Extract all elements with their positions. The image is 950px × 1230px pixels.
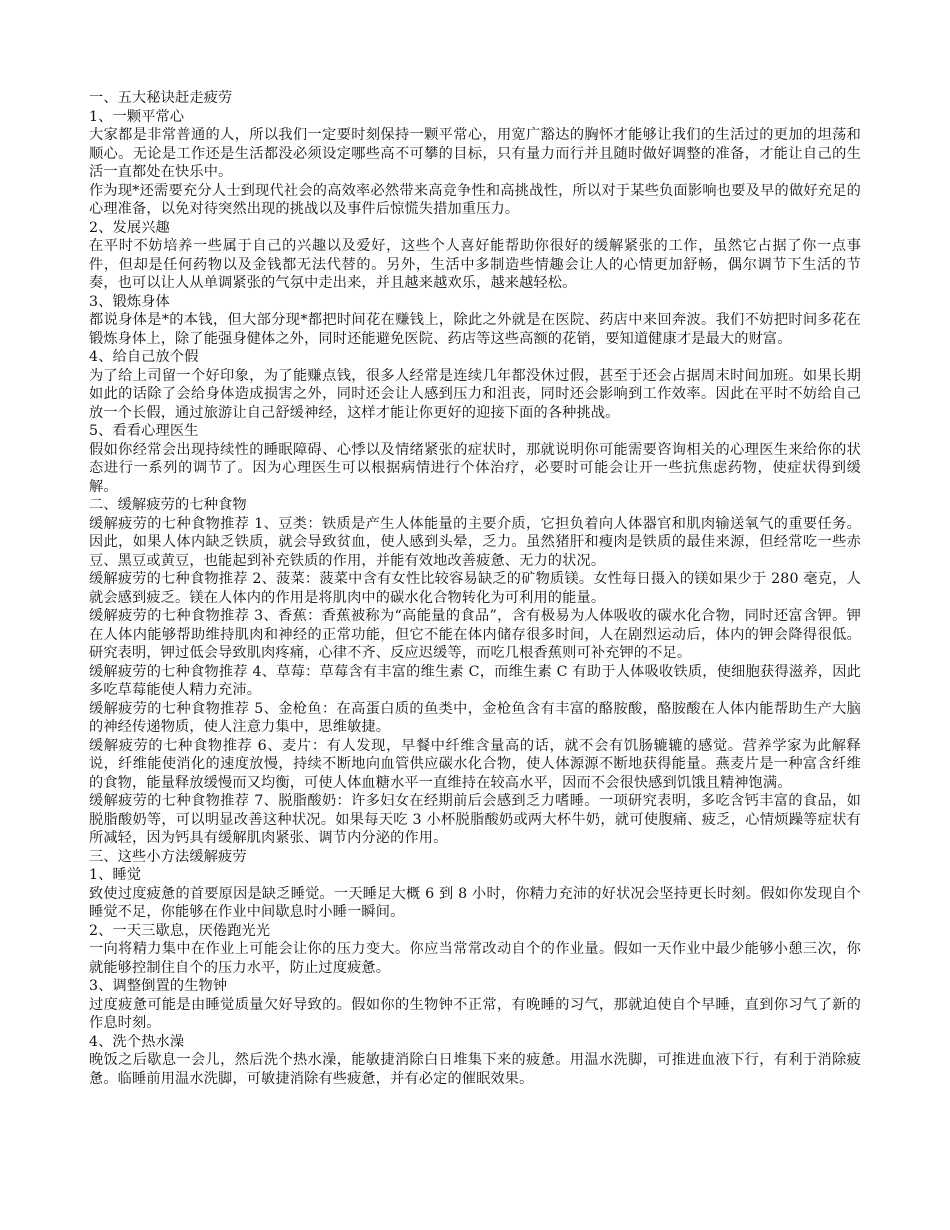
subheading-1-1: 1、一颗平常心 [89, 108, 185, 125]
paragraph: 作为现*还需要充分人士到现代社会的高效率必然带来高竞争性和高挑战性，所以对于某些负面影响也要及早的做好充足的心理准备，以免对待突然出现的挑战以及事件后惊慌失措加重压力。 [89, 182, 861, 217]
paragraph: 缓解疲劳的七种食物推荐 1、豆类：铁质是产生人体能量的主要介质，它担负着向人体器官和肌肉输送氧气的重要任务。因此，如果人体内缺乏铁质，就会导致贫血，使人感到头晕，乏力。虽然猪肝和瘦肉是铁质的最佳来源，但经常吃一些赤豆、黑豆或黄豆，也能起到补充铁质的作用，并能有效地改善疲惫、无力的状况。 [89, 515, 861, 569]
paragraph: 缓解疲劳的七种食物推荐 5、金枪鱼：在高蛋白质的鱼类中，金枪鱼含有丰富的酪胺酸，酪胺酸在人体内能帮助生产大脑的神经传递物质，使人注意力集中，思维敏捷。 [89, 700, 861, 735]
document-body [89, 89, 861, 1088]
paragraph: 过度疲惫可能是由睡觉质量欠好导致的。假如你的生物钟不正常，有晚睡的习气，那就迫使自个早睡，直到你习气了新的作息时刻。 [89, 996, 861, 1031]
paragraph: 晚饭之后歇息一会儿，然后洗个热水澡，能敏捷消除白日堆集下来的疲惫。用温水洗脚，可推进血液下行，有利于消除疲惫。临睡前用温水洗脚，可敏捷消除有些疲惫，并有必定的催眠效果。 [89, 1052, 861, 1087]
paragraph: 都说身体是*的本钱，但大部分现*都把时间花在赚钱上，除此之外就是在医院、药店中来回奔波。我们不妨把时间多花在锻炼身体上，除了能强身健体之外，同时还能避免医院、药店等这些高额的花销，要知道健康才是最大的财富。 [89, 312, 861, 347]
paragraph: 假如你经常会出现持续性的睡眠障碍、心悸以及情绪紧张的症状时，那就说明你可能需要咨询相关的心理医生来给你的状态进行一系列的调节了。因为心理医生可以根据病情进行个体治疗，必要时可能会让开一些抗焦虑药物，使症状得到缓解。 [89, 441, 861, 495]
section-heading-1: 一、五大秘诀赶走疲劳 [89, 90, 233, 106]
paragraph: 缓解疲劳的七种食物推荐 7、脱脂酸奶：许多妇女在经期前后会感到乏力嗜睡。一项研究表明，多吃含钙丰富的食品，如脱脂酸奶等，可以明显改善这种状况。如果每天吃 3 小杯脱脂酸奶或两大杯牛奶，就可使腹痛、疲乏，心情烦躁等症状有所减轻，因为钙具有缓解肌肉紧张、调节内分泌的作用。 [89, 793, 861, 846]
section-heading-3: 三、这些小方法缓解疲劳 [89, 848, 247, 865]
paragraph: 缓解疲劳的七种食物推荐 2、菠菜：菠菜中含有女性比较容易缺乏的矿物质镁。女性每日摄入的镁如果少于 280 毫克，人就会感到疲乏。镁在人体内的作用是将肌肉中的碳水化合物转化为可利用的能量。 [89, 571, 861, 606]
subheading-1-4: 4、给自己放个假 [89, 349, 199, 365]
subheading-1-3: 3、锻炼身体 [89, 293, 170, 310]
paragraph: 缓解疲劳的七种食物推荐 4、草莓：草莓含有丰富的维生素 C，而维生素 C 有助于人体吸收铁质，使细胞获得滋养，因此多吃草莓能使人精力充沛。 [89, 663, 861, 698]
subheading-3-2: 2、一天三歇息，厌倦跑光光 [89, 922, 271, 939]
paragraph: 一向将精力集中在作业上可能会让你的压力变大。你应当常常改动自个的作业量。假如一天作业中最少能够小憩三次，你就能够控制住自个的压力水平，防止过度疲惫。 [89, 941, 861, 976]
paragraph: 缓解疲劳的七种食物推荐 6、麦片：有人发现，早餐中纤维含量高的话，就不会有饥肠辘辘的感觉。营养学家为此解释说，纤维能使消化的速度放慢，持续不断地向血管供应碳水化合物，使人体源源不断地获得能量。燕麦片是一种富含纤维的食物，能量释放缓慢而又均衡，可使人体血糖水平一直维持在较高水平，因而不会很快感到饥饿且精神饱满。 [89, 737, 861, 791]
paragraph: 致使过度疲惫的首要原因是缺乏睡觉。一天睡足大概 6 到 8 小时，你精力充沛的好状况会坚持更长时刻。假如你发现自个睡觉不足，你能够在作业中间歇息时小睡一瞬间。 [89, 885, 861, 920]
paragraph: 为了给上司留一个好印象，为了能赚点钱，很多人经常是连续几年都没休过假，甚至于还会占据周末时间加班。如果长期如此的话除了会给身体造成损害之外，同时还会让人感到压力和沮丧，同时还会影响到工作效率。因此在平时不妨给自己放一个长假，通过旅游让自己舒缓神经，这样才能让你更好的迎接下面的各种挑战。 [89, 367, 861, 421]
subheading-3-3: 3、调整倒置的生物钟 [89, 978, 228, 994]
paragraph: 缓解疲劳的七种食物推荐 3、香蕉：香蕉被称为“高能量的食品”，含有极易为人体吸收的碳水化合物，同时还富含钾。钾在人体内能够帮助维持肌肉和神经的正常功能，但它不能在体内储存很多时间，人在剧烈运动后，体内的钾会降得很低。研究表明，钾过低会导致肌肉疼痛，心律不齐、反应迟缓等，而吃几根香蕉则可补充钾的不足。 [89, 608, 861, 661]
subheading-1-5: 5、看看心理医生 [89, 423, 199, 439]
paragraph: 大家都是非常普通的人，所以我们一定要时刻保持一颗平常心，用宽广豁达的胸怀才能够让我们的生活过的更加的坦荡和顺心。无论是工作还是生活都没必须设定哪些高不可攀的目标，只有量力而行并且随时做好调整的准备，才能让自己的生活一直都处在快乐中。 [89, 127, 861, 180]
subheading-1-2: 2、发展兴趣 [89, 219, 170, 236]
subheading-3-4: 4、洗个热水澡 [89, 1033, 185, 1050]
paragraph: 在平时不妨培养一些属于自己的兴趣以及爱好，这些个人喜好能帮助你很好的缓解紧张的工作，虽然它占据了你一点事件，但却是任何药物以及金钱都无法代替的。另外，生活中多制造些情趣会让人的心情更加舒畅，偶尔调节下生活的节奏，也可以让人从单调紧张的气氛中走出来，并且越来越欢乐，越来越轻松。 [89, 238, 861, 291]
subheading-3-1: 1、睡觉 [89, 867, 142, 883]
section-heading-2: 二、缓解疲劳的七种食物 [89, 497, 247, 513]
